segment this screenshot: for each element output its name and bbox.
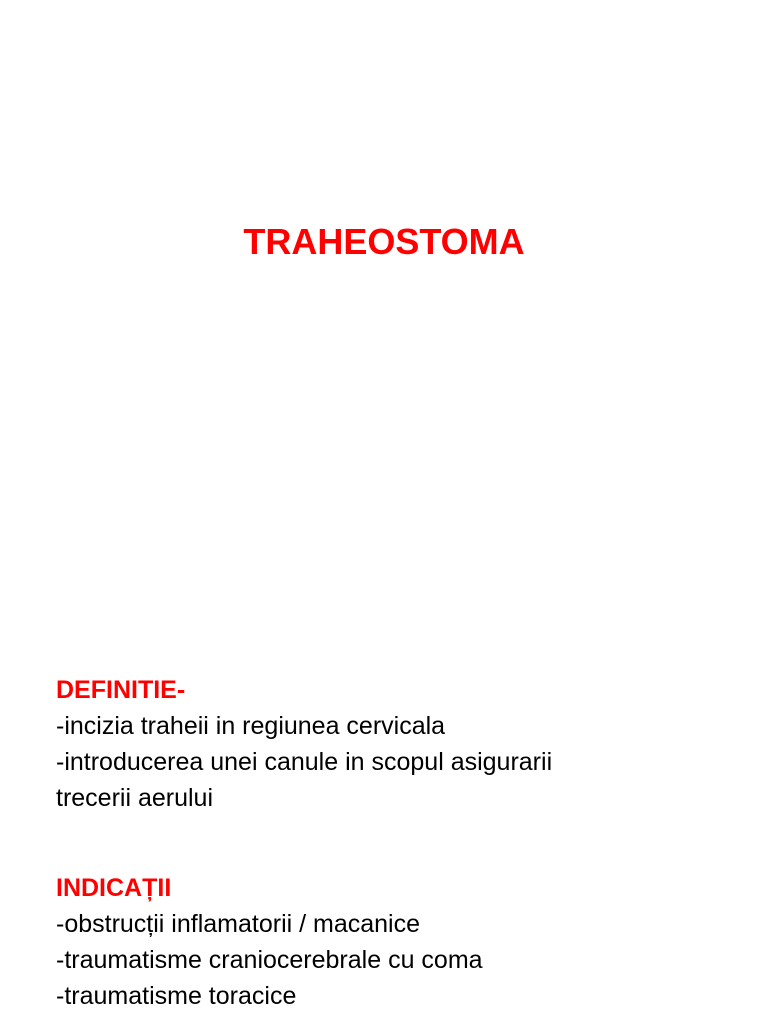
definition-section — [56, 672, 736, 816]
definition-line: trecerii aerului — [56, 784, 214, 812]
definition-line: -introducerea unei canule in scopul asigurarii — [56, 748, 553, 776]
indications-line: -traumatisme toracice — [56, 982, 297, 1010]
indications-section — [56, 870, 736, 1014]
indications-heading: INDICAȚII — [56, 874, 172, 902]
definition-heading: DEFINITIE- — [56, 676, 186, 704]
slide-title: TRAHEOSTOMA — [243, 221, 525, 262]
indications-line: -traumatisme craniocerebrale cu coma — [56, 946, 483, 974]
indications-line: -obstrucții inflamatorii / macanice — [56, 910, 421, 938]
definition-line: -incizia traheii in regiunea cervicala — [56, 712, 446, 740]
